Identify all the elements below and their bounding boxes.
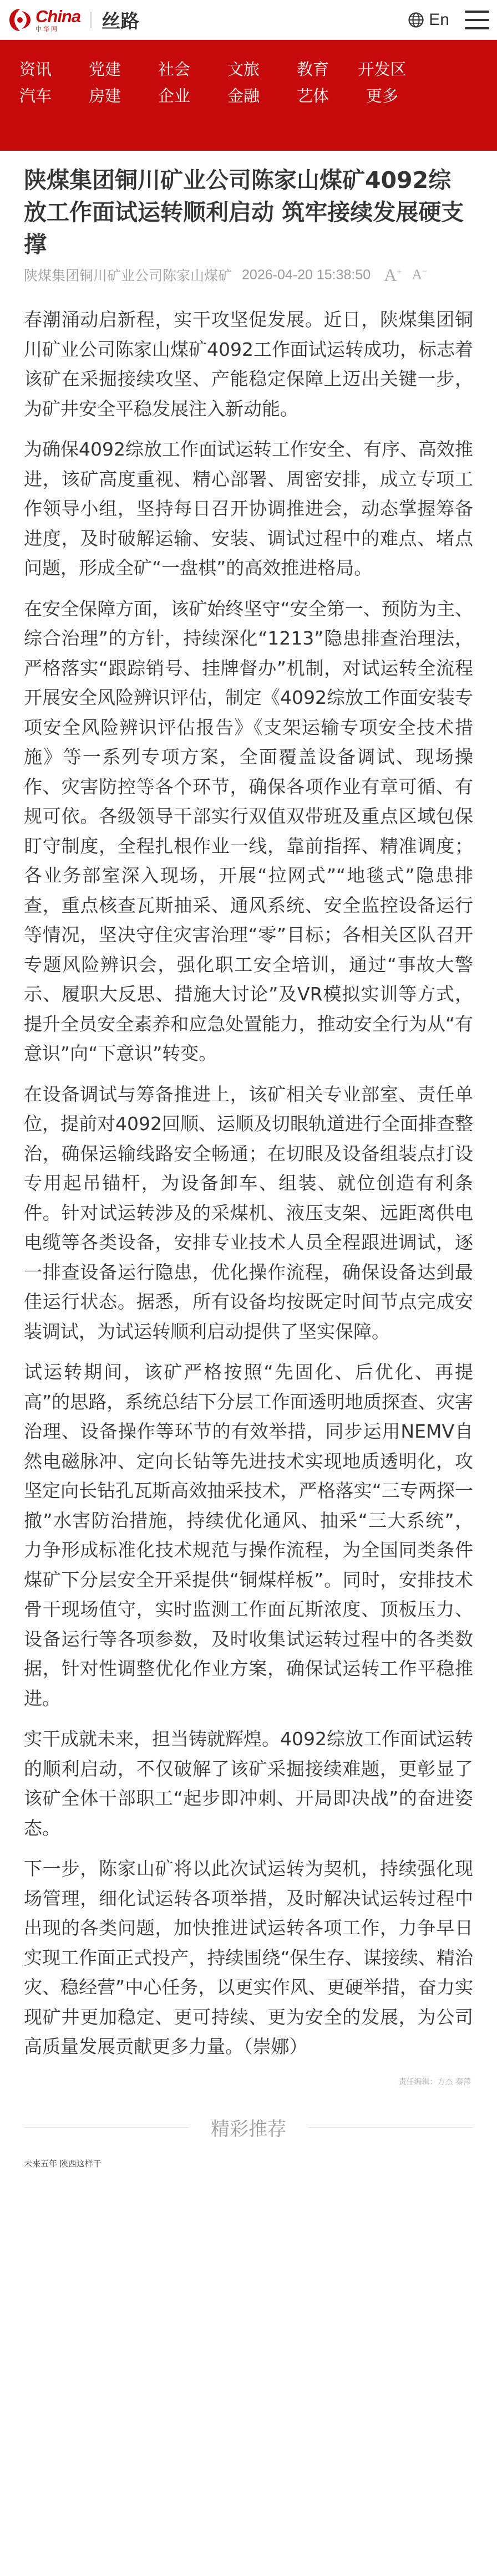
recommend-item[interactable]: 未来五年 陕西这样干 [24, 2158, 102, 2169]
article-title: 陕煤集团铜川矿业公司陈家山煤矿4092综放工作面试运转顺利启动 筑牢接续发展硬支撑 [24, 167, 464, 258]
nav-column [354, 58, 410, 111]
article-paragraph: 下一步，陈家山矿将以此次试运转为契机，持续强化现场管理，细化试运转各项举措，及时解决试运转过程中出现的各类问题，加快推进试运转各项工作，力争早日实现工作面正式投产，持续围绕“保生存、谋接续、精治灾、稳经营”中心任务，以更实作风、更硬举措，奋力实现矿井更加稳定、更可持续、更为安全的发展，为公司高质量发展贡献更多力量。（崇娜） [24, 1858, 473, 2057]
nav-item-education[interactable]: 教育 [296, 60, 329, 79]
nav-item-more[interactable]: 更多 [366, 86, 398, 105]
logo-text-cn: 中华网 [36, 25, 59, 33]
china-logo-icon [7, 7, 33, 33]
font-increase-button[interactable]: A+ [384, 264, 402, 285]
language-switch[interactable] [408, 11, 449, 29]
recommend-header [24, 2114, 473, 2141]
article-paragraph: 试运转期间，该矿严格按照“先固化、后优化、再提高”的思路，系统总结下分层工作面透明地质探查、灾害治理、设备操作等环节的有效举措，同步运用NEMV自然电磁脉冲、定向长钻等先进技术实现地质透明化，攻坚定向长钻孔瓦斯高效抽采技术，严格落实“三专两探一撤”水害防治措施，持续优化通风、抽采“三大系统”，力争形成标准化技术规范与操作流程，为全国同类条件煤矿下分层安全开采提供“铜煤样板”。同时，安排技术骨干现场值守，实时监测工作面瓦斯浓度、顶板压力、设备运行等各项参数，及时收集试运转过程中的各类数据，针对性调整优化作业方案，确保试运转工作平稳推进。 [24, 1361, 473, 1709]
nav-item-finance[interactable]: 金融 [227, 86, 260, 105]
nav-item-society[interactable]: 社会 [158, 60, 190, 79]
article-paragraph: 在安全保障方面，该矿始终坚守“安全第一、预防为主、综合治理”的方针，持续深化“1213”隐患排查治理法，严格落实“跟踪销号、挂牌督办”机制，对试运转全流程开展安全风险辨识评估，制定《4092综放工作面安装专项安全风险辨识评估报告》《支架运输专项安全技术措施》等一系列专项方案，全面覆盖设备调试、现场操作、灾害防控等各个环节，确保各项作业有章可循、有规可依。各级领导干部实行双值双带班及重点区域包保盯守制度，全程扎根作业一线，靠前指挥、精准调度；各业务部室深入现场，开展“拉网式”“地毯式”隐患排查，重点核查瓦斯抽采、通风系统、安全监控设备运行等情况，坚决守住灾害治理“零”目标；各相关区队召开专题风险辨识会，强化职工安全培训，通过“事故大警示、履职大反思、措施大讨论”及VR模拟实训等方式，提升全员安全素养和应急处置能力，推动安全行为从“有意识”向“下意识”转变。 [24, 597, 473, 1064]
globe-icon [408, 12, 424, 28]
recommend-divider [308, 2127, 473, 2128]
nav-column [285, 58, 341, 111]
site-logo[interactable] [7, 7, 80, 33]
nav-column [216, 58, 271, 111]
article-paragraph: 实干成就未来，担当铸就辉煌。4092综放工作面试运转的顺利启动，不仅破解了该矿采掘接续难题，更彰显了该矿全体干部职工“起步即冲刺、开局即决战”的奋进姿态。 [24, 1728, 473, 1839]
nav-item-party[interactable]: 党建 [88, 60, 121, 79]
language-label: En [429, 10, 449, 29]
article-paragraph: 在设备调试与筹备推进上，该矿相关专业部室、责任单位，提前对4092回顺、运顺及切眼轨道进行全面排查整治，确保运输线路安全畅通；在切眼及设备组装点打设专用起吊锚杆，为设备卸车、组装、就位创造有利条件。针对试运转涉及的采煤机、液压支架、远距离供电电缆等各类设备，安排专业技术人员全程跟进调试，逐一排查设备运行隐患，优化操作流程，确保设备达到最佳运行状态。据悉，所有设备均按既定时间节点完成安装调试，为试运转顺利启动提供了坚实保障。 [24, 1083, 473, 1342]
article-paragraph: 春潮涌动启新程，实干攻坚促发展。近日，陕煤集团铜川矿业公司陈家山煤矿4092工作面试运转成功，标志着该矿在采掘接续攻坚、产能稳定保障上迈出关键一步，为矿井安全平稳发展注入新动能。 [24, 309, 473, 420]
font-down-label: A [412, 267, 423, 283]
nav-item-culture-travel[interactable]: 文旅 [227, 60, 260, 79]
recommend-divider [24, 2127, 189, 2128]
header-divider [90, 12, 92, 28]
nav-column [8, 58, 63, 111]
article-meta [24, 264, 473, 286]
nav-item-news[interactable]: 资讯 [19, 60, 52, 79]
nav-item-dev-zone[interactable]: 开发区 [358, 60, 407, 79]
nav-item-construction[interactable]: 房建 [88, 86, 121, 105]
channel-nav [0, 40, 497, 151]
recommend-title: 精彩推荐 [211, 2118, 286, 2140]
nav-item-auto[interactable]: 汽车 [19, 86, 52, 105]
nav-column [146, 58, 202, 111]
top-header [0, 0, 497, 40]
article-datetime: 2026-04-20 15:38:50 [242, 267, 371, 283]
font-decrease-button[interactable]: A− [412, 267, 428, 283]
article-body [24, 305, 473, 2062]
article-paragraph: 为确保4092综放工作面试运转工作安全、有序、高效推进，该矿高度重视、精心部署、周密安排，成立专项工作领导小组，坚持每日召开协调推进会，动态掌握筹备进度，及时破解运输、安装、调试过程中的难点、堵点问题，形成全矿“一盘棋”的高效推进格局。 [24, 438, 473, 579]
font-up-label: A [384, 264, 397, 285]
channel-name[interactable]: 丝路 [102, 11, 140, 33]
article-source: 陕煤集团铜川矿业公司陈家山煤矿 [24, 268, 232, 284]
nav-item-enterprise[interactable]: 企业 [158, 86, 190, 105]
menu-icon[interactable] [465, 11, 489, 29]
nav-item-arts-sports[interactable]: 艺体 [296, 86, 329, 105]
article-editor: 责任编辑：方杰 秦萍 [398, 2077, 471, 2087]
article [0, 151, 497, 2169]
logo-wordmark [36, 8, 80, 32]
logo-text-en: China [36, 6, 81, 26]
nav-column [77, 58, 133, 111]
